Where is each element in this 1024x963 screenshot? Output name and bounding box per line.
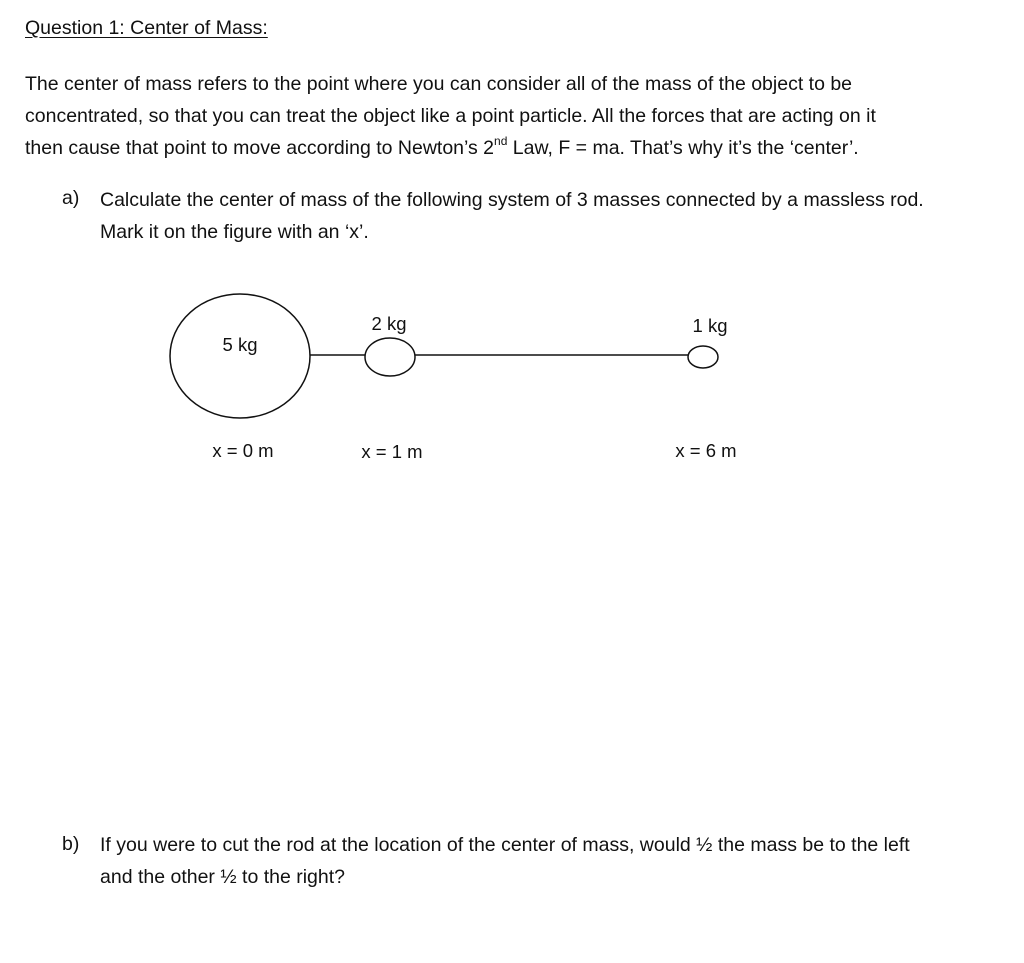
part-a-label: a) [62, 187, 80, 209]
mass-1kg-label: 1 kg [692, 315, 728, 336]
mass-1kg-circle [688, 346, 718, 368]
intro-line-3-start: then cause that point to move according to Newton’s 2 [25, 137, 495, 159]
part-a-line-1: Calculate the center of mass of the following system of 3 masses connected by a massless rod. [100, 189, 924, 211]
part-b-line-1: If you were to cut the rod at the location of the center of mass, would ½ the mass be to the left [100, 834, 910, 856]
part-b-label: b) [62, 833, 80, 855]
intro-line-3-end: Law, F = ma. That’s why it’s the ‘center’. [507, 137, 859, 159]
mass-2kg-circle [365, 338, 415, 376]
mass-5kg-label: 5 kg [222, 334, 258, 355]
position-label-1m: x = 1 m [361, 441, 423, 462]
intro-line-1: The center of mass refers to the point where you can consider all of the mass of the object to be [25, 73, 853, 95]
position-label-6m: x = 6 m [675, 440, 737, 461]
part-b-question [100, 829, 910, 893]
mass-5kg-circle [170, 294, 310, 418]
position-label-0m: x = 0 m [212, 440, 274, 461]
intro-line-2: concentrated, so that you can treat the object like a point particle. All the forces that are acting on it [25, 105, 876, 127]
ordinal-superscript: nd [494, 133, 508, 148]
question-title: Question 1: Center of Mass: [25, 17, 268, 39]
part-b-line-2: and the other ½ to the right? [100, 866, 346, 888]
part-a-line-2: Mark it on the figure with an ‘x’. [100, 221, 369, 243]
mass-2kg-label: 2 kg [371, 313, 407, 334]
